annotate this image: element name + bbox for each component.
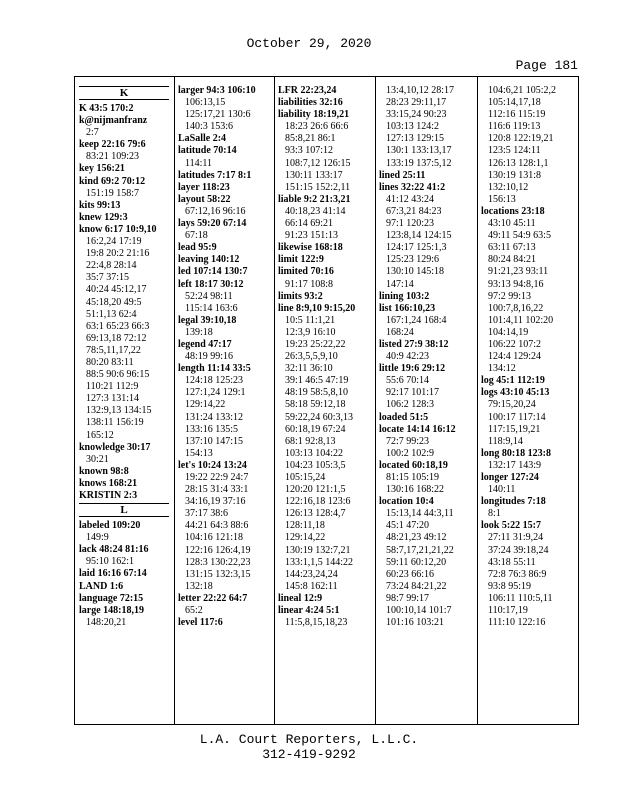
index-entry: length 11:14 33:5 — [178, 363, 251, 375]
footer-reporter: L.A. Court Reporters, L.L.C. — [199, 732, 419, 747]
index-entry-continued: 91:21,23 93:11 — [488, 266, 549, 278]
index-entry-continued: 100:7,8,16,22 — [488, 302, 544, 314]
index-entry-continued: 22:4,8 28:14 — [86, 260, 137, 272]
index-entry-continued: 15:13,14 44:3,11 — [386, 508, 454, 520]
index-entry-continued: 19:22 22:9 24:7 — [185, 472, 249, 483]
index-entry-continued: 60:18,19 67:24 — [285, 423, 346, 435]
index-entry-continued: 129:14,22 — [285, 532, 326, 544]
index-entry: larger 94:3 106:10 — [178, 85, 256, 96]
index-entry: location 10:4 — [379, 496, 434, 508]
column-divider — [375, 77, 376, 724]
index-column-2 — [178, 85, 271, 718]
index-entry-continued: 91:23 151:13 — [285, 230, 339, 242]
index-entry-continued: 52:24 98:11 — [185, 290, 233, 302]
index-entry-continued: 149:9 — [86, 532, 109, 544]
index-entry: keep 22:16 79:6 — [79, 139, 146, 151]
index-entry-continued: 133:1,1,5 144:22 — [285, 556, 354, 568]
index-entry-continued: 112:16 115:19 — [488, 109, 546, 121]
index-entry: listed 27:9 38:12 — [379, 338, 449, 350]
index-entry-continued: 104:16 121:18 — [185, 532, 244, 544]
index-entry-continued: 106:22 107:2 — [488, 338, 542, 350]
index-entry-continued: 130:10 145:18 — [386, 266, 445, 278]
index-entry-continued: 132:18 — [185, 580, 213, 592]
index-entry-continued: 105:15,24 — [285, 472, 326, 483]
index-entry-continued: 130:16 168:22 — [386, 484, 445, 496]
index-entry-continued: 18:23 26:6 66:6 — [285, 121, 349, 133]
index-entry-continued: 117:15,19,21 — [488, 423, 541, 435]
index-table — [74, 76, 579, 725]
column-divider — [274, 77, 275, 724]
index-entry: limits 93:2 — [278, 290, 323, 302]
index-entry-continued: 67:3,21 84:23 — [386, 205, 442, 217]
index-entry-continued: 128:3 130:22,23 — [185, 556, 251, 568]
index-entry-continued: 59:22,24 60:3,13 — [285, 411, 354, 423]
index-entry-continued: 106:2 128:3 — [386, 399, 435, 411]
index-entry: kind 69:2 70:12 — [79, 175, 146, 187]
index-entry: knowledge 30:17 — [79, 441, 151, 453]
index-column-5 — [481, 85, 576, 718]
index-entry: likewise 168:18 — [278, 242, 343, 254]
index-entry-continued: 145:8 162:11 — [285, 580, 338, 592]
index-entry: knew 129:3 — [79, 211, 128, 223]
index-entry-continued: 106:13,15 — [185, 97, 226, 109]
index-entry-continued: 19:23 25:22,22 — [285, 338, 346, 350]
index-entry-continued: 156:13 — [488, 193, 516, 205]
index-entry-continued: 124:17 125:1,3 — [386, 242, 447, 254]
index-entry-continued: 151:15 152:2,11 — [285, 181, 351, 193]
index-entry: level 117:6 — [178, 617, 223, 629]
index-entry: lack 48:24 81:16 — [79, 544, 149, 556]
index-entry-continued: 133:16 135:5 — [185, 423, 239, 435]
index-column-4 — [379, 85, 472, 718]
index-entry-continued: 148:20,21 — [86, 616, 127, 628]
index-entry-continued: 43:10 45:11 — [488, 218, 536, 230]
index-entry-continued: 154:13 — [185, 447, 213, 459]
index-entry-continued: 69:13,18 72:12 — [86, 332, 147, 344]
column-divider — [477, 77, 478, 724]
index-entry: led 107:14 130:7 — [178, 266, 248, 278]
index-entry-continued: 144:23,24,24 — [285, 568, 338, 580]
index-entry: line 8:9,10 9:15,20 — [278, 302, 356, 314]
index-entry: liable 9:2 21:3,21 — [278, 193, 351, 205]
index-entry-continued: 127:13 129:15 — [386, 133, 445, 145]
index-entry-continued: 59:11 60:12,20 — [386, 556, 447, 568]
index-entry-continued: 132:10,12 — [488, 181, 529, 193]
index-entry-continued: 114:11 — [185, 157, 213, 169]
index-entry: loaded 51:5 — [379, 411, 429, 423]
index-entry: kits 99:13 — [79, 199, 121, 211]
index-entry: layer 118:23 — [178, 181, 230, 193]
index-entry-continued: 120:20 121:1,5 — [285, 484, 346, 496]
index-entry-continued: 165:12 — [86, 429, 114, 441]
index-entry-continued: 128:11,18 — [285, 520, 325, 532]
index-entry-continued: 11:5,8,15,18,23 — [285, 617, 348, 629]
index-entry-continued: 140:11 — [488, 484, 516, 496]
index-entry-continued: 110:21 112:9 — [86, 381, 139, 393]
index-entry: latitude 70:14 — [178, 145, 237, 157]
index-entry: LFR 22:23,24 — [278, 85, 337, 96]
index-entry: longitudes 7:18 — [481, 496, 546, 508]
index-entry-continued: 19:8 20:2 21:16 — [86, 248, 150, 260]
index-entry-continued: 132:9,13 134:15 — [86, 405, 152, 417]
index-entry-continued: 147:14 — [386, 278, 414, 290]
index-entry: language 72:15 — [79, 592, 144, 604]
index-entry: lines 32:22 41:2 — [379, 181, 446, 193]
index-entry-continued: 2:7 — [86, 127, 99, 139]
index-entry: k@nijmanfranz — [79, 115, 148, 127]
index-entry: key 156:21 — [79, 163, 125, 175]
index-entry: known 98:8 — [79, 465, 129, 477]
index-entry-continued: 116:6 119:13 — [488, 121, 541, 133]
index-entry-continued: 93:8 95:19 — [488, 580, 532, 592]
index-entry-continued: 67:12,16 96:16 — [185, 205, 246, 217]
index-entry: limit 122:9 — [278, 254, 324, 266]
index-entry-continued: 37:17 38:6 — [185, 508, 229, 520]
index-entry-continued: 168:24 — [386, 326, 414, 338]
index-entry-continued: 80:20 83:11 — [86, 356, 134, 368]
index-entry-continued: 103:13 104:22 — [285, 447, 344, 459]
index-entry: lead 95:9 — [178, 242, 217, 254]
index-entry-continued: 45:18,20 49:5 — [86, 296, 142, 308]
index-entry-continued: 132:17 143:9 — [488, 459, 542, 471]
index-entry: locations 23:18 — [481, 205, 545, 217]
index-entry: longer 127:24 — [481, 472, 539, 483]
index-entry-continued: 122:16 126:4,19 — [185, 544, 251, 556]
index-entry-continued: 28:15 31:4 33:1 — [185, 484, 249, 496]
index-entry-continued: 131:24 133:12 — [185, 411, 244, 423]
index-entry-continued: 101:4,11 102:20 — [488, 314, 554, 326]
index-entry-continued: 44:21 64:3 88:6 — [185, 520, 249, 532]
index-entry: lining 103:2 — [379, 290, 430, 302]
index-entry-continued: 81:15 105:19 — [386, 472, 440, 483]
index-entry-continued: 8:1 — [488, 508, 501, 520]
index-entry-continued: 100:10,14 101:7 — [386, 605, 452, 617]
index-entry-continued: 151:19 158:7 — [86, 187, 140, 199]
index-entry-continued: 115:14 163:6 — [185, 302, 238, 314]
index-entry: laid 16:16 67:14 — [79, 568, 147, 580]
index-entry-continued: 66:14 69:21 — [285, 218, 334, 230]
index-entry-continued: 91:17 108:8 — [285, 278, 334, 290]
index-entry-continued: 93:13 94:8,16 — [488, 278, 544, 290]
index-entry-continued: 78:5,11,17,22 — [86, 344, 141, 356]
index-entry-continued: 130:11 133:17 — [285, 169, 343, 181]
index-entry: left 18:17 30:12 — [178, 278, 244, 290]
index-entry-continued: 58:18 59:12,18 — [285, 399, 346, 411]
index-entry-continued: 72:8 76:3 86:9 — [488, 568, 547, 580]
index-entry-continued: 63:1 65:23 66:3 — [86, 320, 150, 332]
index-entry: little 19:6 29:12 — [379, 363, 446, 375]
index-entry-continued: 37:24 39:18,24 — [488, 544, 549, 556]
index-entry-continued: 60:23 66:16 — [386, 568, 435, 580]
index-entry-continued: 51:1,13 62:4 — [86, 308, 137, 320]
index-entry-continued: 98:7 99:17 — [386, 592, 430, 604]
index-entry-continued: 35:7 37:15 — [86, 272, 130, 284]
index-entry: look 5:22 15:7 — [481, 520, 541, 532]
index-entry: latitudes 7:17 8:1 — [178, 169, 252, 181]
index-entry-continued: 12:3,9 16:10 — [285, 326, 336, 338]
index-entry-continued: 97:1 120:23 — [386, 218, 435, 230]
index-entry-continued: 111:10 122:16 — [488, 617, 546, 629]
section-letter: K — [79, 86, 169, 100]
index-entry-continued: 130:19 132:7,21 — [285, 544, 351, 556]
index-entry: log 45:1 112:19 — [481, 375, 545, 387]
index-entry-continued: 48:21,23 49:12 — [386, 532, 447, 544]
index-entry: lined 25:11 — [379, 169, 426, 181]
index-entry: liabilities 32:16 — [278, 97, 343, 109]
index-entry-continued: 133:19 137:5,12 — [386, 157, 452, 169]
index-entry-continued: 118:9,14 — [488, 435, 523, 447]
index-entry-continued: 16:2,24 17:19 — [86, 236, 142, 248]
index-entry-continued: 80:24 84:21 — [488, 254, 537, 266]
index-entry-continued: 92:17 101:17 — [386, 387, 440, 399]
index-entry: layout 58:22 — [178, 193, 231, 205]
index-entry: knows 168:21 — [79, 477, 138, 489]
index-entry-continued: 120:8 122:19,21 — [488, 133, 554, 145]
index-entry: legal 39:10,18 — [178, 314, 237, 326]
index-entry-continued: 108:7,12 126:15 — [285, 157, 351, 169]
footer-phone: 312-419-9292 — [262, 747, 356, 762]
index-entry-continued: 88:5 90:6 96:15 — [86, 369, 150, 381]
index-entry-continued: 13:4,10,12 28:17 — [386, 85, 455, 96]
index-entry: logs 43:10 45:13 — [481, 387, 550, 399]
index-entry: lineal 12:9 — [278, 592, 323, 604]
index-entry-continued: 45:1 47:20 — [386, 520, 430, 532]
index-entry: liability 18:19,21 — [278, 109, 350, 121]
index-entry-continued: 100:2 102:9 — [386, 447, 435, 459]
index-entry-continued: 104:23 105:3,5 — [285, 459, 346, 471]
index-entry: locate 14:14 16:12 — [379, 423, 456, 435]
index-entry: LaSalle 2:4 — [178, 133, 227, 145]
index-entry-continued: 97:2 99:13 — [488, 290, 532, 302]
index-entry-continued: 28:23 29:11,17 — [386, 97, 447, 109]
index-entry-continued: 127:3 131:14 — [86, 393, 140, 405]
index-entry-continued: 125:23 129:6 — [386, 254, 440, 266]
index-entry-continued: 49:11 54:9 63:5 — [488, 230, 551, 242]
index-entry-continued: 124:4 129:24 — [488, 351, 542, 363]
index-entry-continued: 48:19 58:5,8,10 — [285, 387, 349, 399]
index-entry-continued: 55:6 70:14 — [386, 375, 430, 387]
index-entry-continued: 122:16,18 123:6 — [285, 496, 351, 508]
index-entry-continued: 33:15,24 90:23 — [386, 109, 447, 121]
index-entry: linear 4:24 5:1 — [278, 605, 340, 617]
index-entry-continued: 104:6,21 105:2,2 — [488, 85, 557, 96]
index-entry-continued: 73:24 84:21,22 — [386, 580, 447, 592]
footer — [0, 732, 618, 762]
page-number: Page 181 — [515, 58, 578, 73]
index-entry-continued: 134:12 — [488, 363, 516, 375]
index-entry-continued: 126:13 128:1,1 — [488, 157, 549, 169]
index-entry-continued: 140:3 153:6 — [185, 121, 234, 133]
index-entry: limited 70:16 — [278, 266, 334, 278]
index-entry-continued: 105:14,17,18 — [488, 97, 541, 109]
index-entry: let's 10:24 13:24 — [178, 459, 247, 471]
index-entry-continued: 40:9 42:23 — [386, 351, 430, 363]
index-entry-continued: 68:1 92:8,13 — [285, 435, 336, 447]
index-entry-continued: 123:5 124:11 — [488, 145, 541, 157]
column-divider — [174, 77, 175, 724]
index-entry-continued: 137:10 147:15 — [185, 435, 244, 447]
index-entry-continued: 48:19 99:16 — [185, 351, 234, 363]
index-entry-continued: 101:16 103:21 — [386, 617, 445, 629]
index-entry-continued: 123:8,14 124:15 — [386, 230, 452, 242]
index-entry-continued: 65:2 — [185, 605, 203, 617]
index-entry: LAND 1:6 — [79, 580, 124, 592]
index-entry-continued: 103:13 124:2 — [386, 121, 440, 133]
index-entry-continued: 110:17,19 — [488, 605, 528, 617]
index-entry: leaving 140:12 — [178, 254, 240, 266]
index-entry: KRISTIN 2:3 — [79, 490, 138, 501]
index-entry-continued: 30:21 — [86, 453, 109, 465]
index-entry: K 43:5 170:2 — [79, 103, 134, 114]
section-letter: L — [79, 503, 169, 517]
index-entry-continued: 100:17 117:14 — [488, 411, 546, 423]
index-entry-continued: 67:18 — [185, 230, 208, 242]
index-entry-continued: 83:21 109:23 — [86, 151, 140, 163]
index-entry-continued: 79:15,20,24 — [488, 399, 536, 411]
index-entry-continued: 32:11 36:10 — [285, 363, 333, 375]
index-entry-continued: 167:1,24 168:4 — [386, 314, 447, 326]
index-entry-continued: 43:18 55:11 — [488, 556, 536, 568]
index-entry-continued: 27:11 31:9,24 — [488, 532, 544, 544]
index-entry-continued: 34:16,19 37:16 — [185, 496, 246, 508]
index-entry: long 80:18 123:8 — [481, 447, 551, 459]
index-entry-continued: 130:1 133:13,17 — [386, 145, 452, 157]
index-entry-continued: 104:14,19 — [488, 326, 529, 338]
index-entry: know 6:17 10:9,10 — [79, 223, 157, 235]
index-entry-continued: 39:1 46:5 47:19 — [285, 375, 349, 387]
index-entry-continued: 127:1,24 129:1 — [185, 387, 246, 399]
index-entry: large 148:18,19 — [79, 604, 144, 616]
index-entry-continued: 139:18 — [185, 326, 213, 338]
index-entry-continued: 85:8,21 86:1 — [285, 133, 336, 145]
index-entry: list 166:10,23 — [379, 302, 436, 314]
index-entry-continued: 124:18 125:23 — [185, 375, 244, 387]
index-entry-continued: 138:11 156:19 — [86, 417, 144, 429]
index-entry-continued: 126:13 128:4,7 — [285, 508, 346, 520]
index-entry-continued: 58:7,17,21,21,22 — [386, 544, 454, 556]
index-entry: located 60:18,19 — [379, 459, 448, 471]
header-date: October 29, 2020 — [246, 36, 372, 51]
index-entry-continued: 26:3,5,5,9,10 — [285, 351, 338, 363]
index-entry: letter 22:22 64:7 — [178, 592, 248, 604]
index-entry-continued: 10:5 11:1,21 — [285, 314, 336, 326]
index-entry: labeled 109:20 — [79, 520, 141, 532]
index-column-1 — [79, 85, 171, 718]
index-entry-continued: 129:14,22 — [185, 399, 226, 411]
index-entry: lays 59:20 67:14 — [178, 218, 247, 230]
index-entry-continued: 93:3 107:12 — [285, 145, 334, 157]
index-column-3 — [278, 85, 371, 718]
index-entry-continued: 130:19 131:8 — [488, 169, 542, 181]
index-entry: legend 47:17 — [178, 338, 232, 350]
index-entry-continued: 131:15 132:3,15 — [185, 568, 251, 580]
index-entry-continued: 40:18,23 41:14 — [285, 205, 346, 217]
index-entry-continued: 125:17,21 130:6 — [185, 109, 251, 121]
index-entry-continued: 41:12 43:24 — [386, 193, 435, 205]
index-entry-continued: 106:11 110:5,11 — [488, 592, 553, 604]
index-entry-continued: 63:11 67:13 — [488, 242, 536, 254]
index-entry-continued: 40:24 45:12,17 — [86, 284, 147, 296]
index-entry-continued: 72:7 99:23 — [386, 435, 430, 447]
index-entry-continued: 95:10 162:1 — [86, 556, 135, 568]
